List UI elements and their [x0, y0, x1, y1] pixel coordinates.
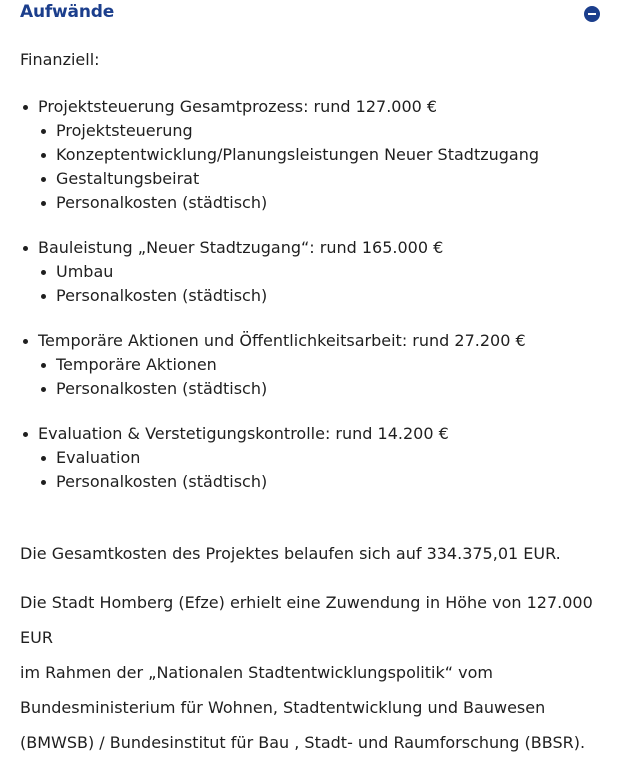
funding-text	[20, 585, 610, 760]
cost-subitem: Personalkosten (städtisch)	[38, 470, 610, 494]
cost-item	[20, 236, 610, 308]
cost-item	[20, 422, 610, 494]
cost-item	[20, 329, 610, 401]
cost-sublist	[38, 119, 610, 215]
funding-line: im Rahmen der „Nationalen Stadtentwicklungspolitik“ vom	[20, 663, 493, 682]
total-cost-text: Die Gesamtkosten des Projektes belaufen sich auf 334.375,01 EUR.	[20, 544, 561, 563]
funding-line: Die Stadt Homberg (Efze) erhielt eine Zuwendung in Höhe von 127.000 EUR	[20, 593, 593, 647]
cost-item-label: Bauleistung „Neuer Stadtzugang“: rund 165.000 €	[38, 238, 444, 257]
cost-item-label: Projektsteuerung Gesamtprozess: rund 127.000 €	[38, 97, 438, 116]
cost-sublist	[38, 353, 610, 401]
minus-circle-icon[interactable]	[584, 6, 600, 22]
section-title: Aufwände	[20, 2, 115, 22]
funding-line: (BMWSB) / Bundesinstitut für Bau , Stadt- und Raumforschung (BBSR).	[20, 733, 586, 752]
cost-subitem: Umbau	[38, 260, 610, 284]
cost-sublist	[38, 446, 610, 494]
cost-subitem: Evaluation	[38, 446, 610, 470]
cost-item-label: Temporäre Aktionen und Öffentlichkeitsarbeit: rund 27.200 €	[38, 331, 526, 350]
section-content	[20, 48, 610, 760]
cost-subitem: Personalkosten (städtisch)	[38, 191, 610, 215]
minus-bar	[588, 13, 596, 15]
cost-item	[20, 95, 610, 215]
cost-subitem: Gestaltungsbeirat	[38, 167, 610, 191]
cost-list	[20, 95, 610, 494]
cost-subitem: Projektsteuerung	[38, 119, 610, 143]
cost-item-label: Evaluation & Verstetigungskontrolle: rund 14.200 €	[38, 424, 449, 443]
cost-subitem: Temporäre Aktionen	[38, 353, 610, 377]
cost-subitem: Personalkosten (städtisch)	[38, 377, 610, 401]
cost-sublist	[38, 260, 610, 308]
accordion-header[interactable]	[0, 0, 620, 30]
intro-text: Finanziell:	[20, 50, 100, 69]
cost-subitem: Personalkosten (städtisch)	[38, 284, 610, 308]
cost-subitem: Konzeptentwicklung/Planungsleistungen Neuer Stadtzugang	[38, 143, 610, 167]
funding-line: Bundesministerium für Wohnen, Stadtentwicklung und Bauwesen	[20, 698, 546, 717]
